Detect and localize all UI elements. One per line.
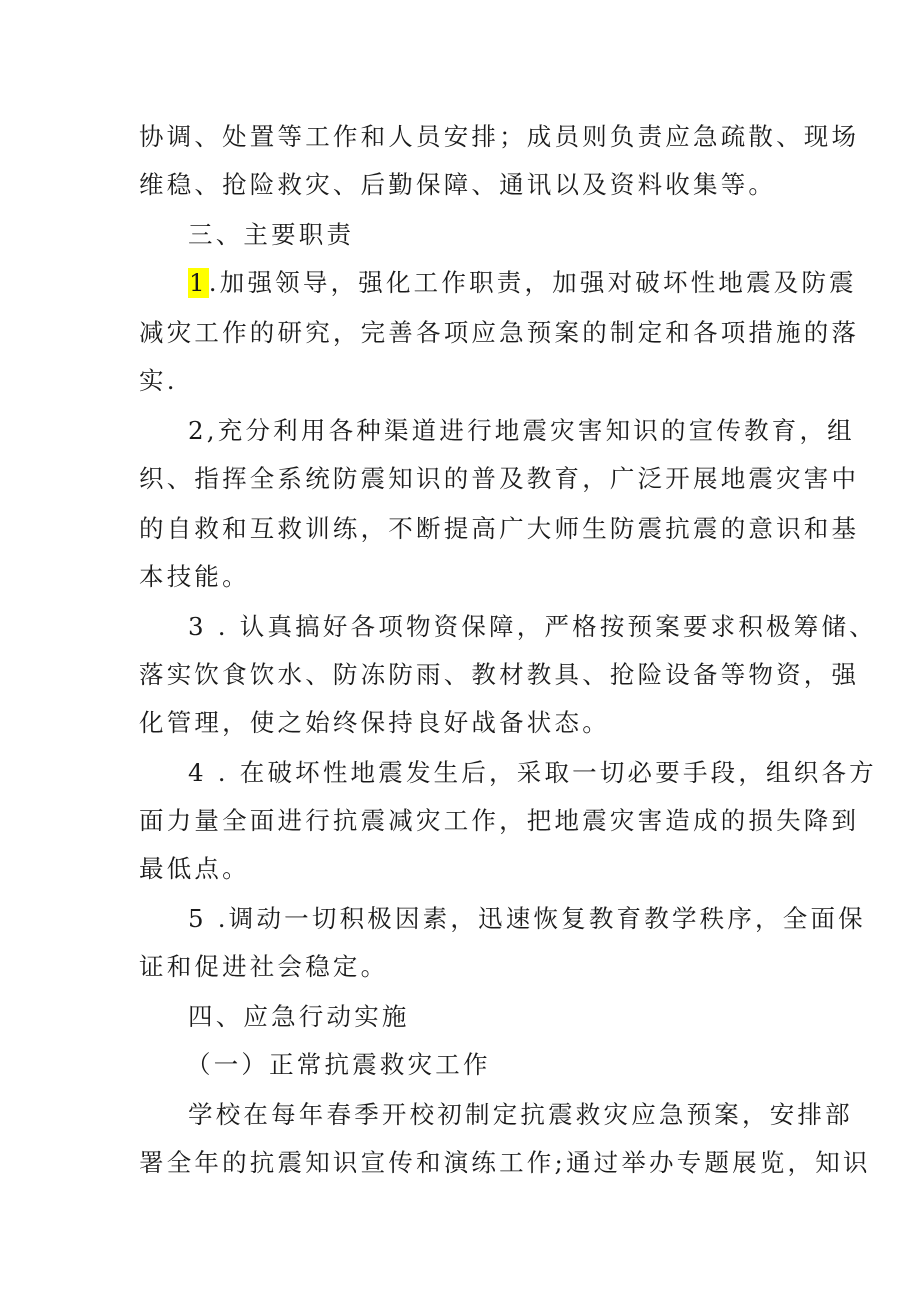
text-line: 证和促进社会稳定。 [139,952,389,981]
text-line: 织、指挥全系统防震知识的普及教育，广泛开展地震灾害中 [139,464,860,493]
text-line: 维稳、抢险救灾、后勤保障、通讯以及资料收集等。 [139,170,777,199]
text-line: 的自救和互救训练，不断提高广大师生防震抗震的意识和基 [139,514,860,543]
item-2-line: 2,充分利用各种渠道进行地震灾害知识的宣传教育，组 [188,416,855,445]
text-line: 最低点。 [139,854,250,883]
text-line: 协调、处置等工作和人员安排；成员则负责应急疏散、现场 [139,122,860,151]
paragraph-start-line: 学校在每年春季开校初制定抗震救灾应急预案，安排部 [188,1100,853,1129]
section-heading-duties: 三、主要职责 [188,220,355,249]
item-4-line: 4 . 在破坏性地震发生后，采取一切必要手段，组织各方 [188,758,877,787]
text-line: 署全年的抗震知识宣传和演练工作;通过举办专题展览，知识 [139,1148,871,1177]
text-line: 本技能。 [139,562,250,591]
subsection-heading: （一）正常抗震救灾工作 [186,1050,491,1079]
text-line: 减灾工作的研究，完善各项应急预案的制定和各项措施的落 [139,318,860,347]
text-line: 实. [139,366,178,395]
text-line: 面力量全面进行抗震减灾工作，把地震灾害造成的损失降到 [139,806,860,835]
highlighted-number: 1 [189,268,208,297]
item-1-line [188,268,857,298]
text-line: 化管理，使之始终保持良好战备状态。 [139,708,610,737]
item-5-line: 5 .调动一切积极因素，迅速恢复教育教学秩序，全面保 [188,904,866,933]
item-3-line: 3 . 认真搞好各项物资保障，严格按预案要求积极筹储、 [188,612,877,641]
text-span: .加强领导，强化工作职责，加强对破坏性地震及防震 [208,268,857,297]
section-heading-actions: 四、应急行动实施 [188,1002,410,1031]
text-line: 落实饮食饮水、防冻防雨、教材教具、抢险设备等物资，强 [139,660,860,689]
